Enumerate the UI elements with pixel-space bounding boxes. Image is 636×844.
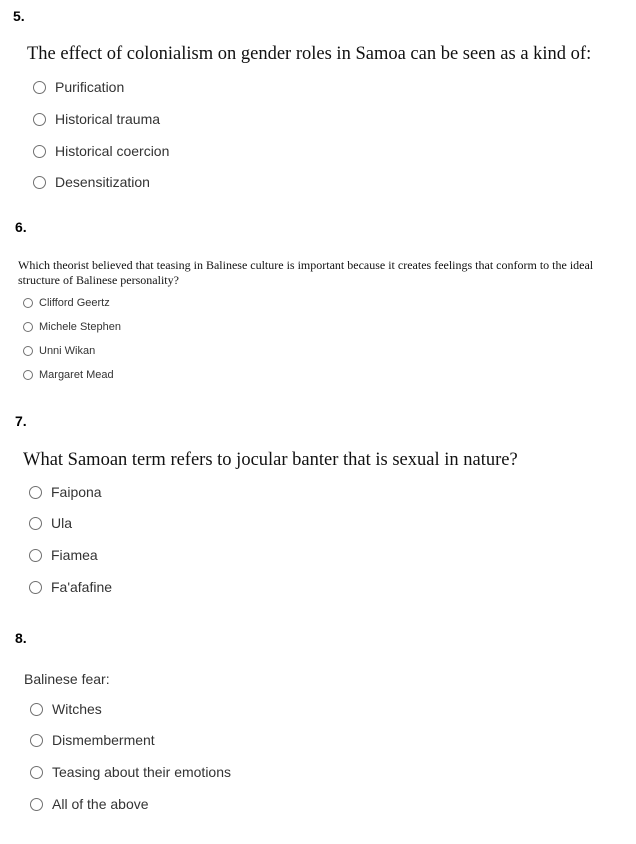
question-6-text: Which theorist believed that teasing in Balinese culture is important because it creates feelings that conform to the ideal structure of Balinese personality? (18, 258, 594, 287)
option-label: Fa'afafine (51, 579, 113, 595)
question-7-option-4[interactable] (29, 579, 112, 595)
radio-button[interactable] (29, 486, 42, 499)
question-6-number: 6. (15, 219, 27, 235)
question-5-number: 5. (13, 8, 25, 24)
radio-button[interactable] (33, 145, 46, 158)
radio-button[interactable] (30, 703, 43, 716)
radio-button[interactable] (23, 370, 33, 380)
radio-button[interactable] (33, 113, 46, 126)
radio-button[interactable] (29, 581, 42, 594)
question-6-option-3[interactable] (23, 345, 95, 357)
radio-button[interactable] (30, 766, 43, 779)
option-label: Witches (52, 701, 102, 717)
question-6-option-2[interactable] (23, 321, 121, 333)
question-6-option-4[interactable] (23, 369, 114, 381)
radio-button[interactable] (23, 322, 33, 332)
question-5-option-1[interactable] (33, 79, 124, 95)
question-8-number: 8. (15, 630, 27, 646)
option-label: All of the above (52, 796, 149, 812)
radio-button[interactable] (30, 734, 43, 747)
option-label: Purification (55, 79, 125, 95)
option-label: Unni Wikan (39, 345, 96, 357)
option-label: Ula (51, 515, 73, 531)
radio-button[interactable] (33, 176, 46, 189)
option-label: Margaret Mead (39, 369, 114, 381)
option-label: Faipona (51, 484, 102, 500)
question-7-option-2[interactable] (29, 515, 72, 531)
question-8-option-4[interactable] (30, 796, 149, 812)
question-8-text: Balinese fear: (24, 671, 110, 687)
radio-button[interactable] (29, 517, 42, 530)
option-label: Clifford Geertz (39, 297, 110, 309)
option-label: Historical coercion (55, 143, 170, 159)
question-7-option-3[interactable] (29, 547, 98, 563)
option-label: Fiamea (51, 547, 98, 563)
radio-button[interactable] (23, 346, 33, 356)
question-8-option-1[interactable] (30, 701, 102, 717)
question-7-option-1[interactable] (29, 484, 102, 500)
question-7-text: What Samoan term refers to jocular banter that is sexual in nature? (23, 450, 518, 470)
question-7-number: 7. (15, 413, 27, 429)
question-8-option-3[interactable] (30, 764, 231, 780)
radio-button[interactable] (23, 298, 33, 308)
question-5-option-3[interactable] (33, 143, 169, 159)
question-5-text: The effect of colonialism on gender roles in Samoa can be seen as a kind of: (27, 44, 592, 64)
option-label: Teasing about their emotions (52, 764, 231, 780)
radio-button[interactable] (30, 798, 43, 811)
option-label: Historical trauma (55, 111, 161, 127)
option-label: Michele Stephen (39, 321, 121, 333)
question-6-option-1[interactable] (23, 297, 110, 309)
radio-button[interactable] (33, 81, 46, 94)
option-label: Dismemberment (52, 732, 155, 748)
question-5-option-2[interactable] (33, 111, 160, 127)
option-label: Desensitization (55, 174, 150, 190)
question-8-option-2[interactable] (30, 732, 155, 748)
radio-button[interactable] (29, 549, 42, 562)
question-5-option-4[interactable] (33, 174, 150, 190)
